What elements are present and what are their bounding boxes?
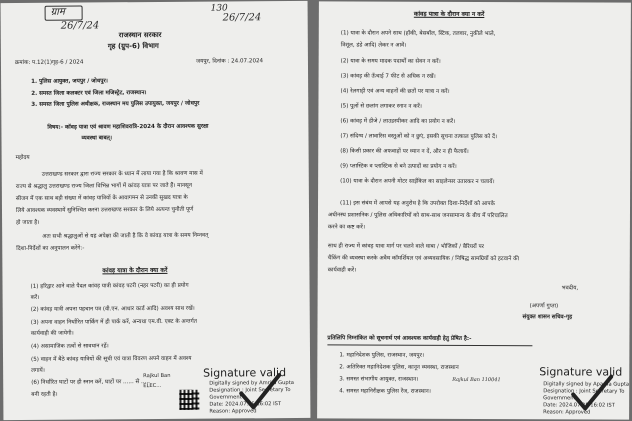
signature-valid-label: Signature valid [203, 366, 287, 380]
donts-item: (5) पुलों से छलांग लगाकर स्नान न करें। [340, 103, 422, 110]
dos-item: (1) हरिद्वार आने वाले पैदल कांवड़ यात्री कांवड़ पटरी (नहर पटरी) का ही प्रयोग [30, 282, 189, 290]
yours-faithfully: भवदीय, [561, 285, 579, 292]
dos-item: (6) निर्धारित घाटों पर ही स्नान करें, घाटों पर ...... से ..... [31, 379, 150, 386]
para2-line-2: दिशा-निर्देशों का अनुपालन करेंगे:- [16, 245, 85, 252]
signer-name: Rajkul Ban [143, 372, 171, 380]
closing-line: कार्यवाही करें। [327, 267, 357, 274]
donts-item: (6) कांवड़ में डीजे / लाउडस्पीकर आदि का प्रयोग न करें। [340, 118, 456, 125]
body-line-3: सीजन में एक साथ बड़ी संख्या में कांवड़ यात्रियों के आवागमन से उनकी सुखद यात्रा के [15, 194, 188, 202]
copy-item: 2. अतिरिक्त महानिदेशक पुलिस, कानून व्यवस्था, राजस्थान [339, 364, 459, 371]
handwritten-corner-date: 26/7/24 [222, 12, 262, 24]
copy-heading: प्रतिलिपि निम्नांकित को सूचनार्थ एवं आवश्यक कार्यवाही हेतु प्रेषित है:- [327, 335, 472, 342]
handwritten-note: ग्राम [50, 6, 65, 18]
closing-line: साथ ही राज्य में कांवड़ यात्रा मार्ग पर चलने वाले धाबा / भोजिकों / बैरियरों पर [327, 243, 484, 251]
header-department: गृह (ग्रुप-6) विभाग [107, 41, 159, 51]
subject-line-1: विषय:- कॉवड़ यात्रा एवं श्रावण महाशिवरात्रि-2024 के दौरान आवश्यक सुरक्षा [47, 123, 209, 131]
signature-detail: Reason: Approved [543, 409, 591, 416]
closing-line: (11) इस संबंध में आपसे यह अनुरोध है कि उपरोक्त दिशा-निर्देशों को आपके [340, 200, 495, 208]
signatory-name: (अपर्णा गुप्ता) [529, 303, 559, 310]
recipient-2: 2. समस्त जिला कलक्टर एवं जिला मजिस्ट्रेट, राजस्थान। [31, 90, 147, 97]
donts-item: (7) संदिग्ध / लावारिस वस्तुओं को न छुएं, इसकी सूचना तत्काल पुलिस को दें। [340, 133, 498, 141]
dos-item: (3) अपना वाहन निर्धारित पार्किंग में ही पार्क करें, अन्यथा एम.वी. एक्ट के अन्तर्गत [30, 318, 197, 326]
place-date: जयपुर, दिनांक : 24.07.2024 [195, 58, 264, 65]
signer-designation: ELEC... [143, 382, 162, 390]
donts-item: (4) रेलगाड़ी एवं अन्य वाहनों की छतों पर यात्रा न करें। [340, 88, 450, 95]
copy-item: 3. समस्त संभागीय आयुक्त, राजस्थान। [339, 376, 419, 383]
para2-line-1: अतः सभी श्रद्धालुओं से यह अपेक्षा की जाती है कि वे कांवड़ यात्रा के समय निम्नवत् [42, 232, 209, 240]
dos-item: लगायें। [31, 367, 45, 374]
donts-item: (1) यात्रा के दौरान अपने साथ (हॉकी, बेसबॉल, स्टिक, तलवार, नुकीले भाले, [340, 30, 496, 38]
donts-heading: कांवड़ यात्रा के दौरान क्या न करें [413, 10, 485, 19]
dos-item: बनी रहती है। [31, 391, 58, 398]
dos-item: करें। [30, 294, 40, 301]
dos-item: (4) असामाजिक तत्वों से सावधान रहें। [30, 343, 109, 350]
recipient-3: 3. समस्त जिला पुलिस अधीक्षक, राजस्थान मय पुलिस उपायुक्त, जयपुर / जोधपुर [31, 100, 200, 108]
divider [327, 344, 532, 345]
dos-item: (5) वाहन में बैठे कांवड़ यात्रियों की सूची एवं यात्रा विवरण अपने वाहन में अवश्य [31, 355, 192, 363]
handwritten-number: 26/7/24 [60, 20, 100, 32]
qr-code-icon [179, 390, 199, 410]
recipient-1: 1. पुलिस आयुक्त, जयपुर / जोधपुर। [31, 78, 108, 85]
donts-item: त्रिशूल, डंडे आदि) लेकर न आवें। [340, 42, 407, 49]
signature-detail: Designation : Joint Secretary To [209, 387, 291, 394]
closing-line: करने का कष्ट करें। [327, 224, 365, 231]
copy-handwritten: Rajkul Ban 110041 [452, 376, 501, 384]
header-government: राजस्थान सरकार [118, 30, 162, 40]
signature-detail: Date: 2024.07.25 16:02 IST [209, 401, 282, 408]
dos-item: (2) कांवड़ यात्री अपना पहचान पत्र (वी.एन. आधार कार्ड आदि) अवश्य साथ रखें। [30, 305, 195, 313]
body-line-1: उत्तराखण्ड सरकार द्वारा राज्य सरकार के ध्यान में लाया गया है कि श्रावण मास में [41, 170, 203, 178]
signature-detail: Government [543, 395, 576, 402]
closing-line: अधीनस्थ प्रशासनिक / पुलिस अधिकारियों को साथ-साथ जनसामान्य के बीच में परिचालित [327, 212, 508, 220]
handwritten-corner-number: 130 [210, 3, 228, 14]
letter-page-left [1, 1, 311, 420]
donts-item: (8) किसी प्रकार की अफवाहों पर ध्यान न दें, और न ही फैलायें। [340, 148, 469, 155]
signature-detail: Date: 2024.07.25 16:02 IST [543, 402, 615, 409]
dos-item: कार्यवाही की जायेगी। [30, 330, 74, 337]
closing-line: चैकिंग की व्यवस्था करके अवैध कॉमर्शियल एवं अव्यवसायिक / निषिद्ध सामग्रियों को हटवाने की [327, 255, 519, 263]
signature-valid-label: Signature valid [539, 365, 623, 379]
body-line-5: हो जाता है। [16, 219, 40, 226]
subject-line-2: व्यवस्था बाबत्। [81, 135, 112, 142]
signature-detail: Digitally signed by Amrita Gupta [209, 380, 294, 387]
copy-item: 4. समस्त महानिरीक्षक पुलिस रेंज, राजस्थान। [339, 388, 431, 395]
signatory-designation: संयुक्त शासन सचिव-गृह [522, 314, 573, 321]
body-line-2: राज्य से श्रद्धालु उत्तराखण्ड राज्य जिला विभिन्न भागों में कांवड़ यात्रा पर जाते हैं। मानसून [15, 182, 192, 190]
letter-page-right [317, 1, 631, 419]
donts-item: (9) प्लास्टिक व प्लास्टिक से बने उत्पादों का प्रयोग न करें। [340, 163, 457, 170]
signature-detail: Digitally signed by Aparna Gupta [543, 381, 630, 388]
salutation: महोदय [15, 154, 30, 161]
donts-item: (10) यात्रा के दौरान अपनी मोटर साईकिल का साइलेन्सर उतारकर न चलायें। [340, 178, 495, 186]
signature-detail: Reason: Approved [209, 408, 257, 415]
copy-item: 1. महानिदेशक पुलिस, राजस्थान, जयपुर। [339, 352, 425, 359]
signature-detail: Designation : Joint Secretary To [543, 388, 625, 395]
reference-number: क्रमांक: प.12(1)गृह-6 / 2024 [14, 59, 84, 66]
body-line-4: लिये आवश्यक व्यवस्थायें सुनिश्चित करना उत्तराखण्ड सरकार के लिये अत्यन्त चुनौती पूर्ण [15, 206, 194, 214]
signature-detail: Government [209, 394, 242, 401]
dos-heading: कांवड़ यात्रा के दौरान क्या करें [102, 266, 168, 275]
donts-item: (3) कांवड़ की ऊँचाई 7 फीट से अधिक न रखें। [340, 73, 436, 80]
donts-item: (2) यात्रा के समय मादक पदार्थों का सेवन न करें। [340, 58, 441, 65]
